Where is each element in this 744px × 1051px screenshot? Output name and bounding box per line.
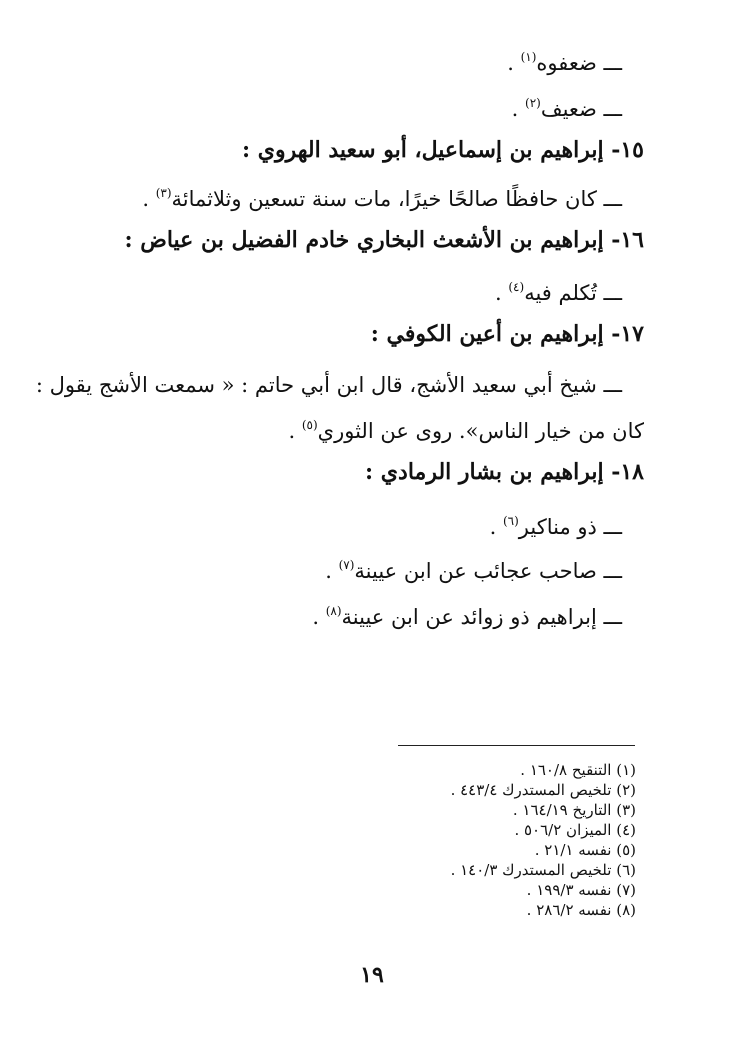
footnote-ref: (٨) [325, 604, 342, 618]
footnote: (٦) تلخيص المستدرك ١٤٠/٣ . [450, 861, 636, 879]
footnote-ref: (٢) [525, 96, 541, 110]
entry-line: ـــ إبراهيم ذو زوائد عن ابن عيينة$^{(٨)}$ . [312, 604, 622, 629]
entry-line: ـــ ضعيف$^{(٢)}$ . [511, 96, 622, 121]
footnote: (٢) تلخيص المستدرك ٤٤٣/٤ . [450, 781, 636, 799]
footnote-ref: (٧) [338, 558, 355, 572]
footnote: (٧) نفسه ١٩٩/٣ . [526, 881, 636, 899]
footnote-separator [398, 745, 635, 746]
entry-line: ـــ شيخ أبي سعيد الأشج، قال ابن أبي حاتم : « سمعت الأشج يقول : [35, 373, 622, 397]
footnote: (١) التنقيح ١٦٠/٨ . [520, 761, 636, 779]
footnote: (٨) نفسه ٢٨٦/٢ . [526, 901, 636, 919]
biography-heading: ١٨- إبراهيم بن بشار الرمادي : [365, 459, 644, 485]
footnote-ref: (٦) [502, 514, 519, 528]
footnote-ref: (٤) [508, 280, 525, 294]
entry-line: ـــ ذو مناكير$^{(٦)}$ . [489, 514, 622, 539]
footnote: (٤) الميزان ٥٠٦/٢ . [514, 821, 636, 839]
entry-line: ـــ كان حافظًا صالحًا خيرًا، مات سنة تسعين وثلاثمائة$^{(٣)}$ . [142, 186, 622, 211]
footnote: (٥) نفسه ٢١/١ . [534, 841, 636, 859]
footnote-ref: (٥) [301, 418, 318, 432]
page-number: ١٩ [360, 962, 384, 988]
footnote: (٣) التاريخ ١٦٤/١٩ . [512, 801, 636, 819]
footnote-ref: (١) [520, 50, 537, 64]
entry-line: ـــ تُكلم فيه$^{(٤)}$ . [495, 280, 622, 305]
footnote-ref: (٣) [155, 186, 172, 200]
biography-heading: ١٥- إبراهيم بن إسماعيل، أبو سعيد الهروي : [241, 137, 644, 163]
biography-heading: ١٧- إبراهيم بن أعين الكوفي : [370, 321, 644, 347]
entry-line: ـــ صاحب عجائب عن ابن عيينة$^{(٧)}$ . [325, 558, 622, 583]
entry-line: ـــ ضعفوه$^{(١)}$ . [507, 50, 622, 75]
entry-line: كان من خيار الناس». روى عن الثوري$^{(٥)}$ . [288, 418, 644, 443]
biography-heading: ١٦- إبراهيم بن الأشعث البخاري خادم الفضيل بن عياض : [124, 227, 644, 253]
